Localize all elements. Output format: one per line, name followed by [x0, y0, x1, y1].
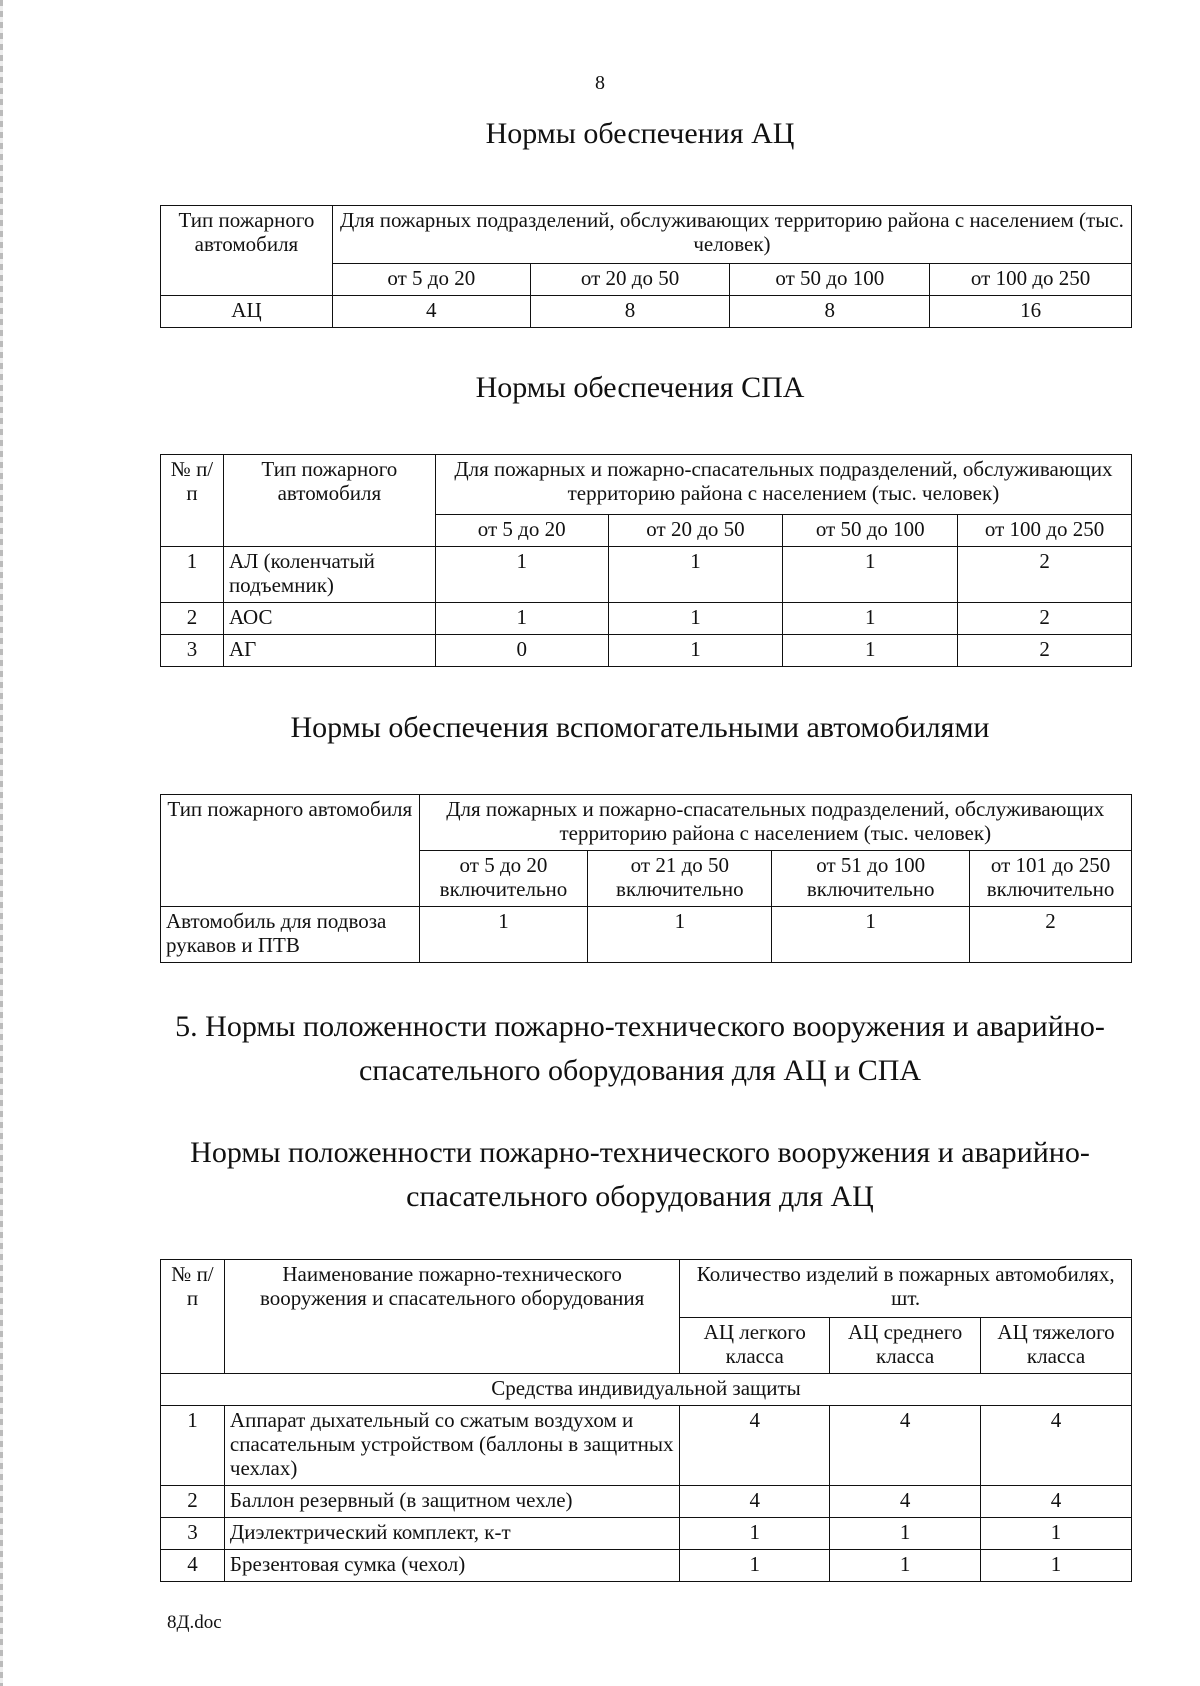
row-number: 3 — [161, 1518, 225, 1550]
spa-norms-table — [160, 454, 1132, 667]
value-cell: 1 — [783, 635, 958, 667]
value-cell: 1 — [981, 1518, 1132, 1550]
header-vehicle-type: Тип пожарного автомобиля — [161, 206, 333, 296]
range-label: от 51 до 100 — [816, 853, 926, 877]
row-number: 4 — [161, 1550, 225, 1582]
ac-norms-table — [160, 205, 1132, 328]
header-class: АЦ тяжелого класса — [981, 1318, 1132, 1374]
header-population-group: Для пожарных подразделений, обслуживающих территорию района с населением (тыс. человек) — [332, 206, 1131, 264]
equipment-name-cell: Брезентовая сумка (чехол) — [224, 1550, 679, 1582]
value-cell: 2 — [958, 635, 1132, 667]
value-cell: 1 — [608, 603, 783, 635]
range-qualifier: включительно — [616, 877, 744, 901]
value-cell: 2 — [958, 603, 1132, 635]
value-cell: 8 — [530, 296, 730, 328]
page-number: 8 — [595, 72, 605, 94]
vehicle-name-cell: АЛ (коленчатый подъемник) — [223, 547, 435, 603]
section5-subtitle-line: спасательного оборудования для АЦ — [406, 1180, 874, 1213]
header-class: АЦ среднего класса — [830, 1318, 981, 1374]
row-number: 2 — [161, 603, 224, 635]
vehicle-name-cell: Автомобиль для подвоза рукавов и ПТВ — [161, 907, 420, 963]
header-population-group: Для пожарных и пожарно-спасательных подразделений, обслуживающих территорию района с населением (тыс. человек) — [419, 795, 1131, 851]
header-range: от 50 до 100 — [730, 264, 930, 296]
range-qualifier: включительно — [806, 877, 935, 901]
header-range: от 100 до 250 — [930, 264, 1132, 296]
value-cell: 1 — [608, 547, 783, 603]
header-number: № п/п — [161, 455, 224, 547]
value-cell: 1 — [772, 907, 970, 963]
value-cell: 1 — [435, 603, 608, 635]
value-cell: 1 — [608, 635, 783, 667]
value-cell: 4 — [680, 1406, 830, 1486]
aux-norms-table — [160, 794, 1132, 963]
section5-subtitle — [140, 1131, 1140, 1219]
value-cell: 16 — [930, 296, 1132, 328]
value-cell: 1 — [680, 1550, 830, 1582]
header-quantity-group: Количество изделий в пожарных автомобилях, шт. — [680, 1260, 1132, 1318]
value-cell: 1 — [783, 547, 958, 603]
table-row — [161, 635, 1132, 667]
section5-title-line: 5. Нормы положенности пожарно-технического вооружения и аварийно- — [175, 1010, 1105, 1043]
ac-norms-title: Нормы обеспечения АЦ — [485, 117, 795, 150]
value-cell: 4 — [332, 296, 530, 328]
header-range: от 5 до 20 — [332, 264, 530, 296]
value-cell: 1 — [419, 907, 588, 963]
header-class: АЦ легкого класса — [680, 1318, 830, 1374]
equipment-norms-table — [160, 1259, 1132, 1582]
value-cell: 4 — [830, 1406, 981, 1486]
table-row — [161, 1486, 1132, 1518]
header-range: от 20 до 50 — [530, 264, 730, 296]
aux-norms-title: Нормы обеспечения вспомогательными автомобилями — [290, 711, 990, 744]
scan-edge — [0, 0, 3, 1686]
header-range: от 5 до 20 — [435, 515, 608, 547]
value-cell: 8 — [730, 296, 930, 328]
section5-title-line: спасательного оборудования для АЦ и СПА — [358, 1054, 922, 1087]
value-cell: 4 — [680, 1486, 830, 1518]
value-cell: 4 — [981, 1406, 1132, 1486]
section5-subtitle-line: Нормы положенности пожарно-технического вооружения и аварийно- — [190, 1136, 1090, 1169]
value-cell: 2 — [970, 907, 1132, 963]
header-range — [419, 851, 588, 907]
header-range — [772, 851, 970, 907]
table-row — [161, 1550, 1132, 1582]
equipment-name-cell: Аппарат дыхательный со сжатым воздухом и спасательным устройством (баллоны в защитных чехлах) — [224, 1406, 679, 1486]
header-vehicle-type: Тип пожарного автомобиля — [161, 795, 420, 907]
table-row — [161, 1406, 1132, 1486]
vehicle-name-cell: АГ — [223, 635, 435, 667]
value-cell: 4 — [830, 1486, 981, 1518]
value-cell: 4 — [981, 1486, 1132, 1518]
row-number: 1 — [161, 1406, 225, 1486]
range-label: от 101 до 250 — [990, 853, 1111, 877]
footer-filename: 8Д.doc — [167, 1612, 222, 1633]
table-row — [161, 603, 1132, 635]
header-range: от 20 до 50 — [608, 515, 783, 547]
table-row — [161, 547, 1132, 603]
vehicle-name-cell: АОС — [223, 603, 435, 635]
header-range — [588, 851, 772, 907]
value-cell: 1 — [830, 1550, 981, 1582]
value-cell: 1 — [435, 547, 608, 603]
section5-title — [140, 1005, 1140, 1093]
value-cell: 1 — [830, 1518, 981, 1550]
value-cell: 1 — [981, 1550, 1132, 1582]
group-row: Средства индивидуальной защиты — [161, 1374, 1132, 1406]
range-qualifier: включительно — [986, 877, 1115, 901]
value-cell: 2 — [958, 547, 1132, 603]
table-row — [161, 907, 1132, 963]
row-number: 1 — [161, 547, 224, 603]
equipment-name-cell: Диэлектрический комплект, к-т — [224, 1518, 679, 1550]
header-vehicle-type: Тип пожарного автомобиля — [223, 455, 435, 547]
vehicle-type-cell: АЦ — [161, 296, 333, 328]
header-range: от 100 до 250 — [958, 515, 1132, 547]
table-row — [161, 1518, 1132, 1550]
value-cell: 1 — [680, 1518, 830, 1550]
equipment-name-cell: Баллон резервный (в защитном чехле) — [224, 1486, 679, 1518]
table-row — [161, 296, 1132, 328]
header-range — [970, 851, 1132, 907]
spa-norms-title: Нормы обеспечения СПА — [475, 371, 805, 404]
range-label: от 5 до 20 — [459, 853, 548, 877]
range-qualifier: включительно — [439, 877, 568, 901]
value-cell: 0 — [435, 635, 608, 667]
row-number: 2 — [161, 1486, 225, 1518]
range-label: от 21 до 50 — [630, 853, 730, 877]
header-equipment-name: Наименование пожарно-технического вооружения и спасательного оборудования — [224, 1260, 679, 1374]
header-population-group: Для пожарных и пожарно-спасательных подразделений, обслуживающих территорию района с населением (тыс. человек) — [435, 455, 1131, 515]
row-number: 3 — [161, 635, 224, 667]
header-number: № п/п — [161, 1260, 225, 1374]
value-cell: 1 — [588, 907, 772, 963]
header-range: от 50 до 100 — [783, 515, 958, 547]
value-cell: 1 — [783, 603, 958, 635]
